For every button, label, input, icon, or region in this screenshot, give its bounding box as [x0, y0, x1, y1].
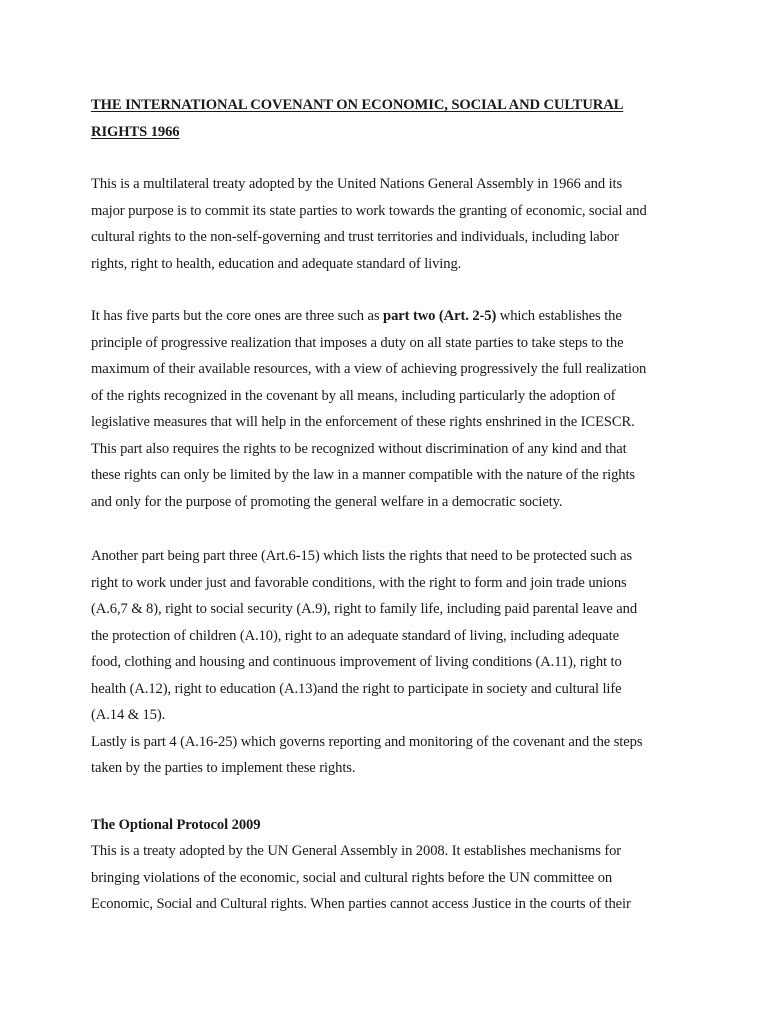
title-line: THE INTERNATIONAL COVENANT ON ECONOMIC, SOCIAL AND CULTURAL	[91, 97, 624, 113]
text-line: taken by the parties to implement these rights.	[91, 760, 356, 776]
text-line: This part also requires the rights to be recognized without discrimination of any kind and that	[91, 440, 627, 457]
text-line: legislative measures that will help in the enforcement of these rights enshrined in the ICESCR.	[91, 414, 635, 430]
text-line: and only for the purpose of promoting the general welfare in a democratic society.	[91, 493, 563, 510]
text-segment: It has five parts but the core ones are three such as	[91, 308, 384, 324]
title-line: RIGHTS 1966	[91, 123, 180, 140]
text-line: food, clothing and housing and continuous improvement of living conditions (A.11), right to	[91, 654, 622, 670]
paragraph-intro	[91, 171, 691, 277]
text-line: Another part being part three (Art.6-15) which lists the rights that need to be protected such as	[91, 548, 633, 564]
text-line: bringing violations of the economic, social and cultural rights before the UN committee on	[91, 869, 613, 886]
text-line: right to work under just and favorable conditions, with the right to form and join trade unions	[91, 574, 627, 591]
text-segment: which establishes the	[496, 308, 622, 324]
heading-line: The Optional Protocol 2009	[91, 817, 261, 833]
document-title	[91, 92, 691, 145]
text-line: This is a treaty adopted by the UN General Assembly in 2008. It establishes mechanisms for	[91, 843, 622, 859]
text-line: of the rights recognized in the covenant by all means, including particularly the adoption of	[91, 387, 616, 404]
text-line: (A.14 & 15).	[91, 707, 166, 723]
text-line: (A.6,7 & 8), right to social security (A.9), right to family life, including paid parental leave and	[91, 601, 638, 617]
text-line: cultural rights to the non-self-governing and trust territories and individuals, including labor	[91, 229, 619, 245]
paragraph-part-three	[91, 543, 691, 782]
paragraph-part-two	[91, 303, 691, 515]
text-line: these rights can only be limited by the law in a manner compatible with the nature of the rights	[91, 467, 636, 483]
paragraph-optional-protocol	[91, 838, 691, 918]
text-line: maximum of their available resources, with a view of achieving progressively the full realization	[91, 361, 647, 377]
text-line: rights, right to health, education and adequate standard of living.	[91, 255, 462, 272]
text-line: This is a multilateral treaty adopted by the United Nations General Assembly in 1966 and its	[91, 176, 623, 192]
bold-text-part-two: part two (Art. 2-5)	[383, 308, 497, 324]
text-line	[91, 303, 691, 330]
text-line: principle of progressive realization that imposes a duty on all state parties to take steps to the	[91, 334, 624, 351]
text-line: the protection of children (A.10), right to an adequate standard of living, including adequate	[91, 627, 619, 644]
text-line: Economic, Social and Cultural rights. When parties cannot access Justice in the courts of their	[91, 896, 631, 912]
text-line: health (A.12), right to education (A.13)and the right to participate in society and cultural life	[91, 680, 622, 697]
text-line: Lastly is part 4 (A.16-25) which governs reporting and monitoring of the covenant and the steps	[91, 733, 643, 750]
section-heading-optional-protocol	[91, 812, 691, 839]
text-line: major purpose is to commit its state parties to work towards the granting of economic, social and	[91, 202, 647, 219]
